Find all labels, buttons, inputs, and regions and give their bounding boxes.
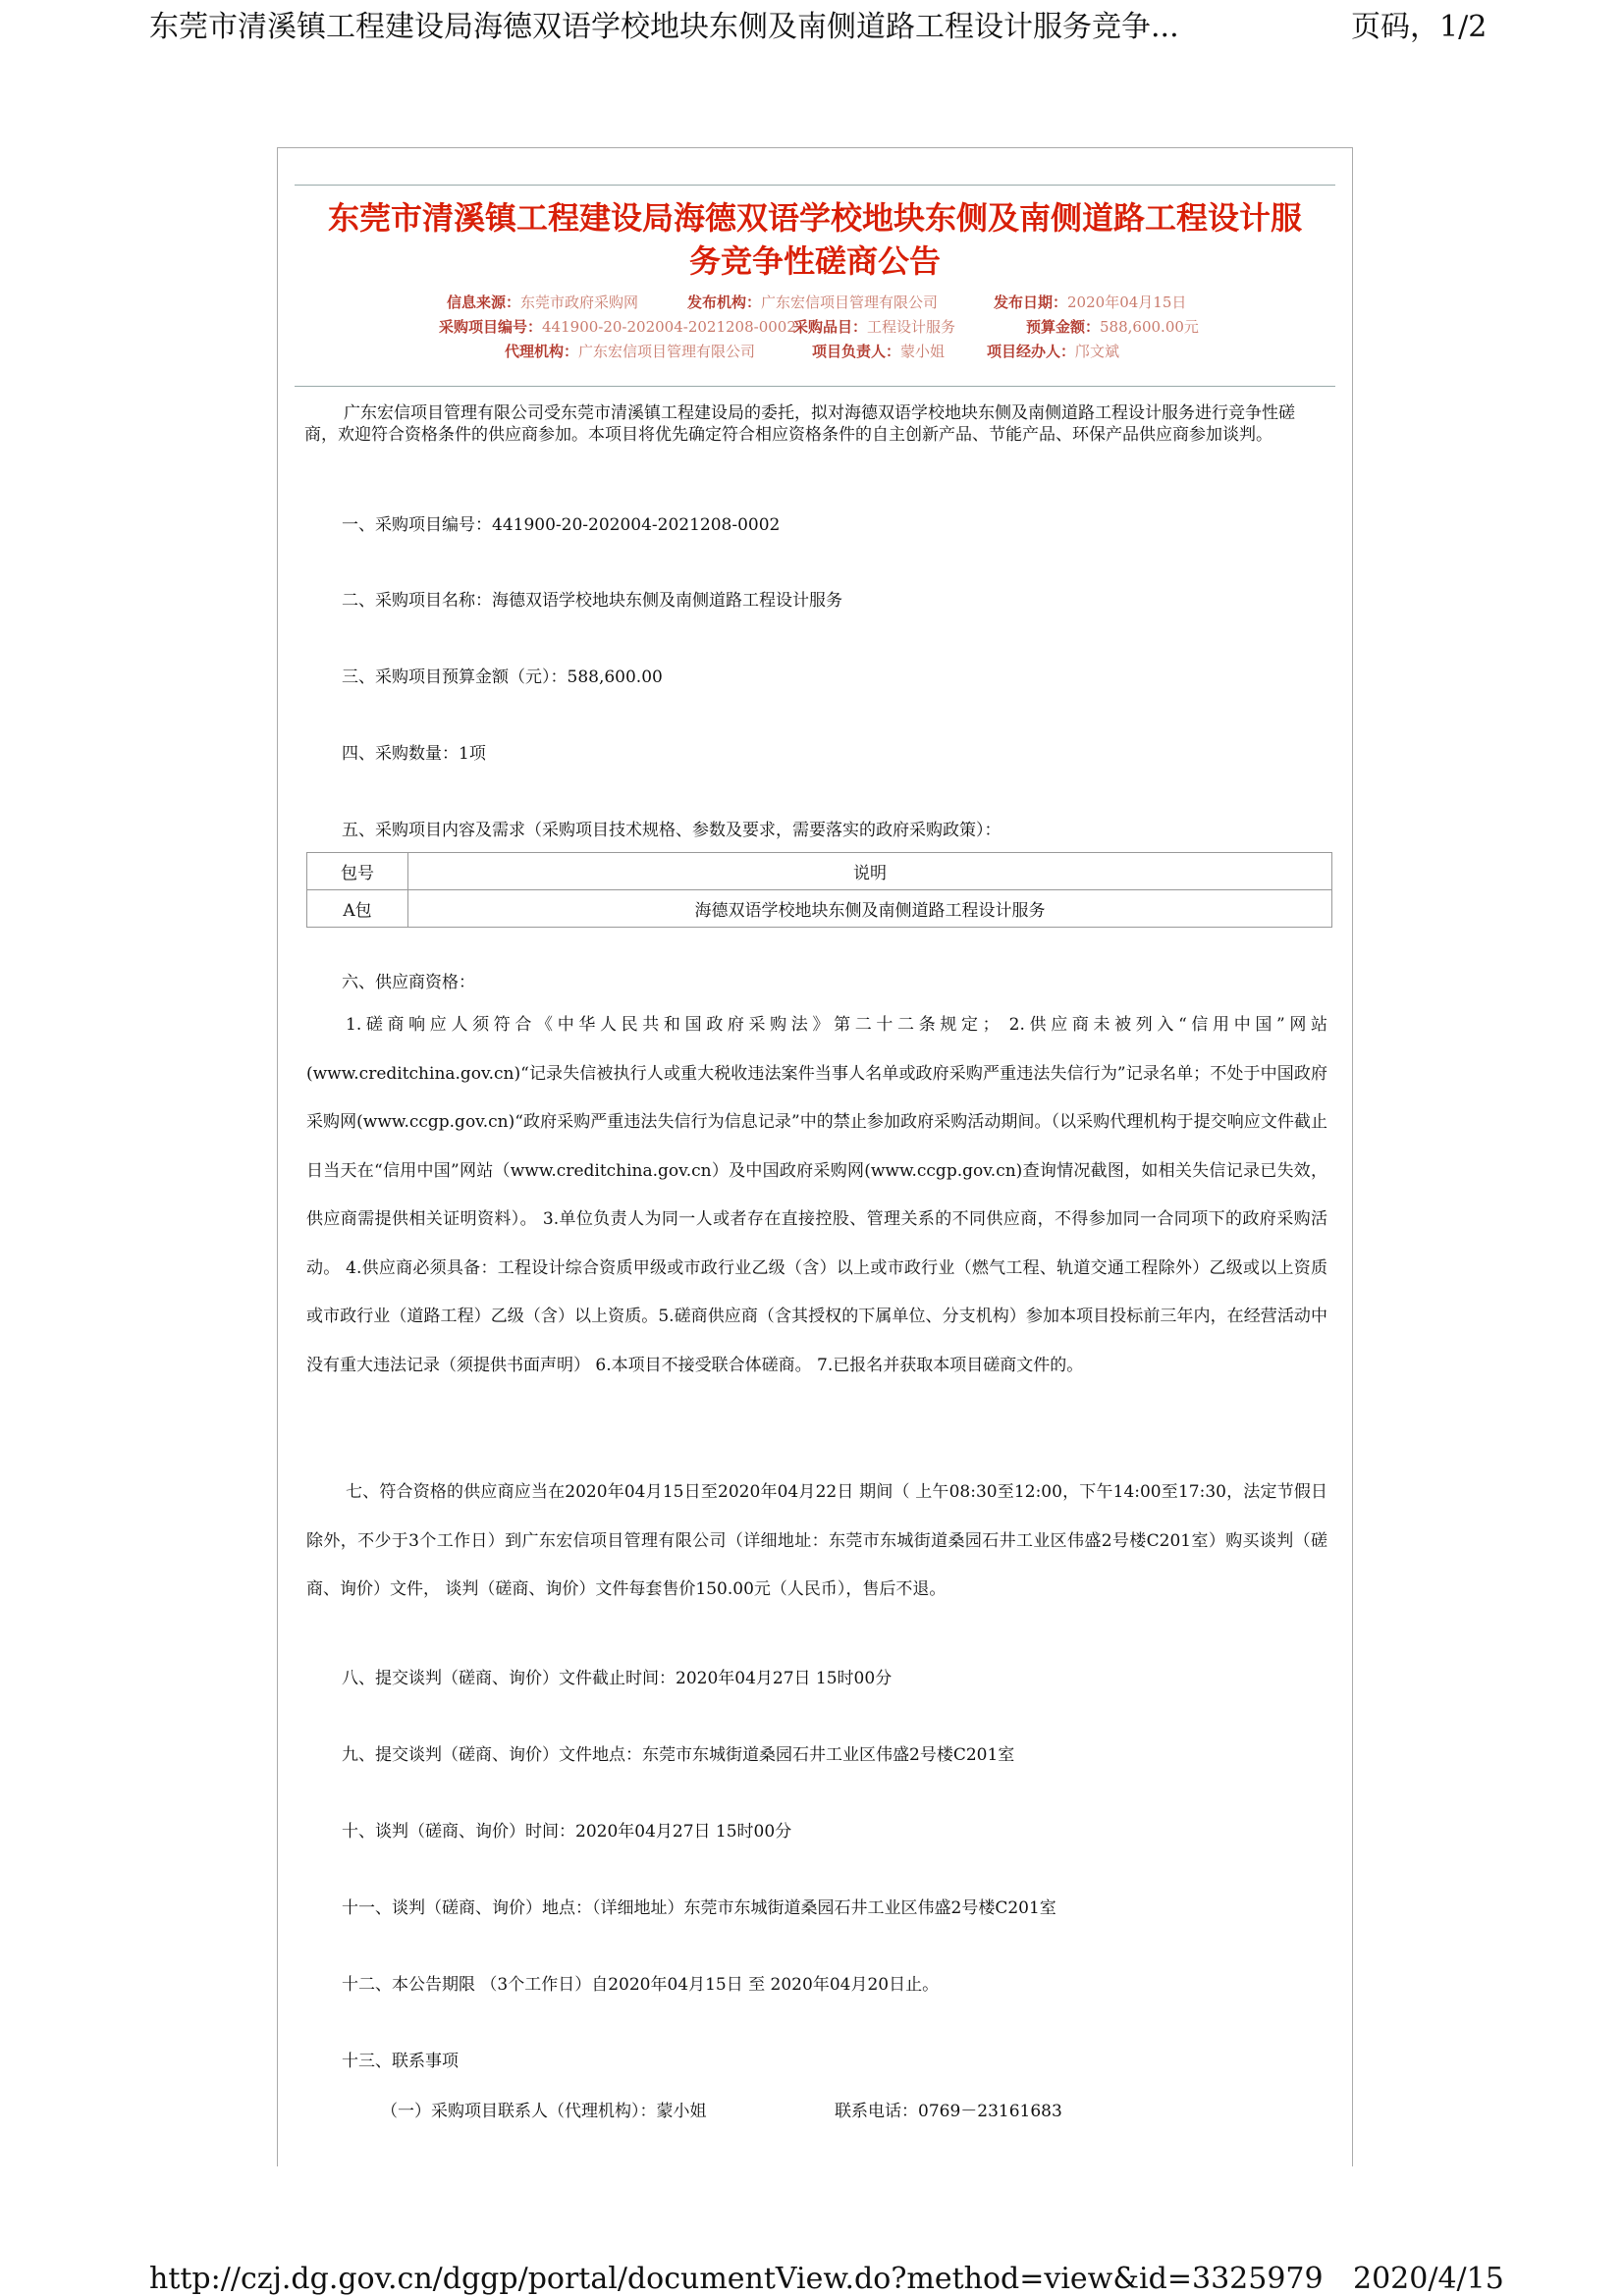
- section-2-project-name: 二、采购项目名称：海德双语学校地块东侧及南侧道路工程设计服务: [342, 591, 842, 611]
- notice-title-line-2: 务竞争性磋商公告: [688, 242, 941, 280]
- section-3-budget: 三、采购项目预算金额（元）：588,600.00: [342, 667, 663, 687]
- meta-category-label: 采购品目：: [793, 318, 868, 336]
- meta-code-value: 441900-20-202004-2021208-0002: [542, 318, 796, 336]
- section-4-quantity: 四、采购数量：1项: [342, 744, 486, 764]
- meta-agency-label: 代理机构：: [505, 343, 579, 360]
- meta-manager: [812, 341, 945, 361]
- footer-date: 2020/4/15: [1353, 2262, 1504, 2296]
- meta-code-label: 采购项目编号：: [439, 318, 543, 336]
- meta-source: [447, 292, 638, 312]
- meta-category: [793, 316, 955, 337]
- table-cell-description: 海德双语学校地块东侧及南侧道路工程设计服务: [408, 890, 1332, 928]
- section-10-negotiation-time: 十、谈判（磋商、询价）时间：2020年04月27日 15时00分: [342, 1822, 792, 1842]
- section-12-notice-period: 十二、本公告期限 （3个工作日）自2020年04月15日 至 2020年04月20日止。: [342, 1975, 940, 1995]
- contact-person: （一）采购项目联系人（代理机构）：蒙小姐: [381, 2102, 707, 2121]
- meta-date-value: 2020年04月15日: [1067, 294, 1187, 311]
- table-header-row: [307, 853, 1332, 890]
- page-number: 页码，1/2: [1351, 10, 1488, 44]
- section-7-body: [306, 1468, 1327, 1615]
- meta-handler-label: 项目经办人：: [987, 343, 1076, 360]
- contact-phone: 联系电话：0769－23161683: [835, 2102, 1062, 2121]
- meta-publisher-value: 广东宏信项目管理有限公司: [761, 294, 939, 311]
- meta-date: [994, 292, 1186, 312]
- meta-source-value: 东莞市政府采购网: [520, 294, 639, 311]
- meta-date-label: 发布日期：: [994, 294, 1068, 311]
- footer-url: http://czj.dg.gov.cn/dggp/portal/documentView.do?method=view&id=3325979: [149, 2262, 1324, 2296]
- section-1-project-code: 一、采购项目编号：441900-20-202004-2021208-0002: [342, 515, 781, 535]
- section-13-contacts: 十三、联系事项: [342, 2052, 459, 2071]
- table-row: [307, 890, 1332, 928]
- meta-publisher-label: 发布机构：: [687, 294, 762, 311]
- section-9-submit-location: 九、提交谈判（磋商、询价）文件地点：东莞市东城街道桑园石井工业区伟盛2号楼C201室: [342, 1745, 1015, 1765]
- section-8-deadline: 八、提交谈判（磋商、询价）文件截止时间：2020年04月27日 15时00分: [342, 1669, 893, 1688]
- meta-manager-label: 项目负责人：: [812, 343, 901, 360]
- page-header-title: 东莞市清溪镇工程建设局海德双语学校地块东侧及南侧道路工程设计服务竞争...: [149, 10, 1179, 44]
- notice-title: [295, 196, 1335, 283]
- intro-paragraph: 广东宏信项目管理有限公司受东莞市清溪镇工程建设局的委托，拟对海德双语学校地块东侧及南侧道路工程设计服务进行竞争性磋商，欢迎符合资格条件的供应商参加。本项目将优先确定符合相应资格条件的自主创新产品、节能产品、环保产品供应商参加谈判。: [304, 403, 1295, 445]
- section-11-negotiation-location: 十一、谈判（磋商、询价）地点：（详细地址）东莞市东城街道桑园石井工业区伟盛2号楼C201室: [342, 1898, 1056, 1918]
- meta-handler-value: 邝文斌: [1075, 343, 1120, 360]
- table-header-description: 说明: [408, 853, 1332, 890]
- meta-budget: [1026, 316, 1199, 337]
- table-header-package: 包号: [307, 853, 408, 890]
- meta-manager-value: 蒙小姐: [900, 343, 946, 360]
- meta-budget-label: 预算金额：: [1026, 318, 1101, 336]
- section-6-qualifications: 六、供应商资格：: [342, 973, 475, 992]
- meta-handler: [987, 341, 1119, 361]
- meta-publisher: [687, 292, 938, 312]
- package-table: [306, 852, 1332, 928]
- meta-agency: [505, 341, 755, 361]
- section-6-body: [306, 1001, 1327, 1390]
- purchase-period-paragraph: 七、符合资格的供应商应当在2020年04月15日至2020年04月22日 期间（ 上午08:30至12:00，下午14:00至17:30，法定节假日除外，不少于3个工作日）到广东宏信项目管理有限公司（详细地址：东莞市东城街道桑园石井工业区伟盛2号楼C201室）购买谈判（磋商、询价）文件， 谈判（磋商、询价）文件每套售价150.00元（人民币），售后不退。: [306, 1482, 1327, 1599]
- qualifications-paragraph: 1.磋商响应人须符合《中华人民共和国政府采购法》第二十二条规定； 2.供应商未被列入“信用中国”网站(www.creditchina.gov.cn)“记录失信被执行人或重大税收违法案件当事人名单或政府采购严重违法失信行为”记录名单；不处于中国政府采购网(www.ccgp.gov.cn)“政府采购严重违法失信行为信息记录”中的禁止参加政府采购活动期间。（以采购代理机构于提交响应文件截止日当天在“信用中国”网站（www.creditchina.gov.cn）及中国政府采购网(www.ccgp.gov.cn)查询情况截图，如相关失信记录已失效，供应商需提供相关证明资料）。 3.单位负责人为同一人或者存在直接控股、管理关系的不同供应商，不得参加同一合同项下的政府采购活动。 4.供应商必须具备：工程设计综合资质甲级或市政行业乙级（含）以上或市政行业（燃气工程、轨道交通工程除外）乙级或以上资质或市政行业（道路工程）乙级（含）以上资质。5.磋商供应商（含其授权的下属单位、分支机构）参加本项目投标前三年内，在经营活动中没有重大违法记录（须提供书面声明） 6.本项目不接受联合体磋商。 7.已报名并获取本项目磋商文件的。: [306, 1015, 1327, 1375]
- section-5-requirements: 五、采购项目内容及需求（采购项目技术规格、参数及要求，需要落实的政府采购政策）：: [342, 821, 1001, 840]
- meta-agency-value: 广东宏信项目管理有限公司: [578, 343, 756, 360]
- table-cell-package: A包: [307, 890, 408, 928]
- meta-code: [439, 316, 796, 337]
- meta-source-label: 信息来源：: [447, 294, 521, 311]
- notice-title-line-1: 东莞市清溪镇工程建设局海德双语学校地块东侧及南侧道路工程设计服: [327, 199, 1302, 237]
- meta-category-value: 工程设计服务: [867, 318, 956, 336]
- meta-budget-value: 588,600.00元: [1100, 318, 1199, 336]
